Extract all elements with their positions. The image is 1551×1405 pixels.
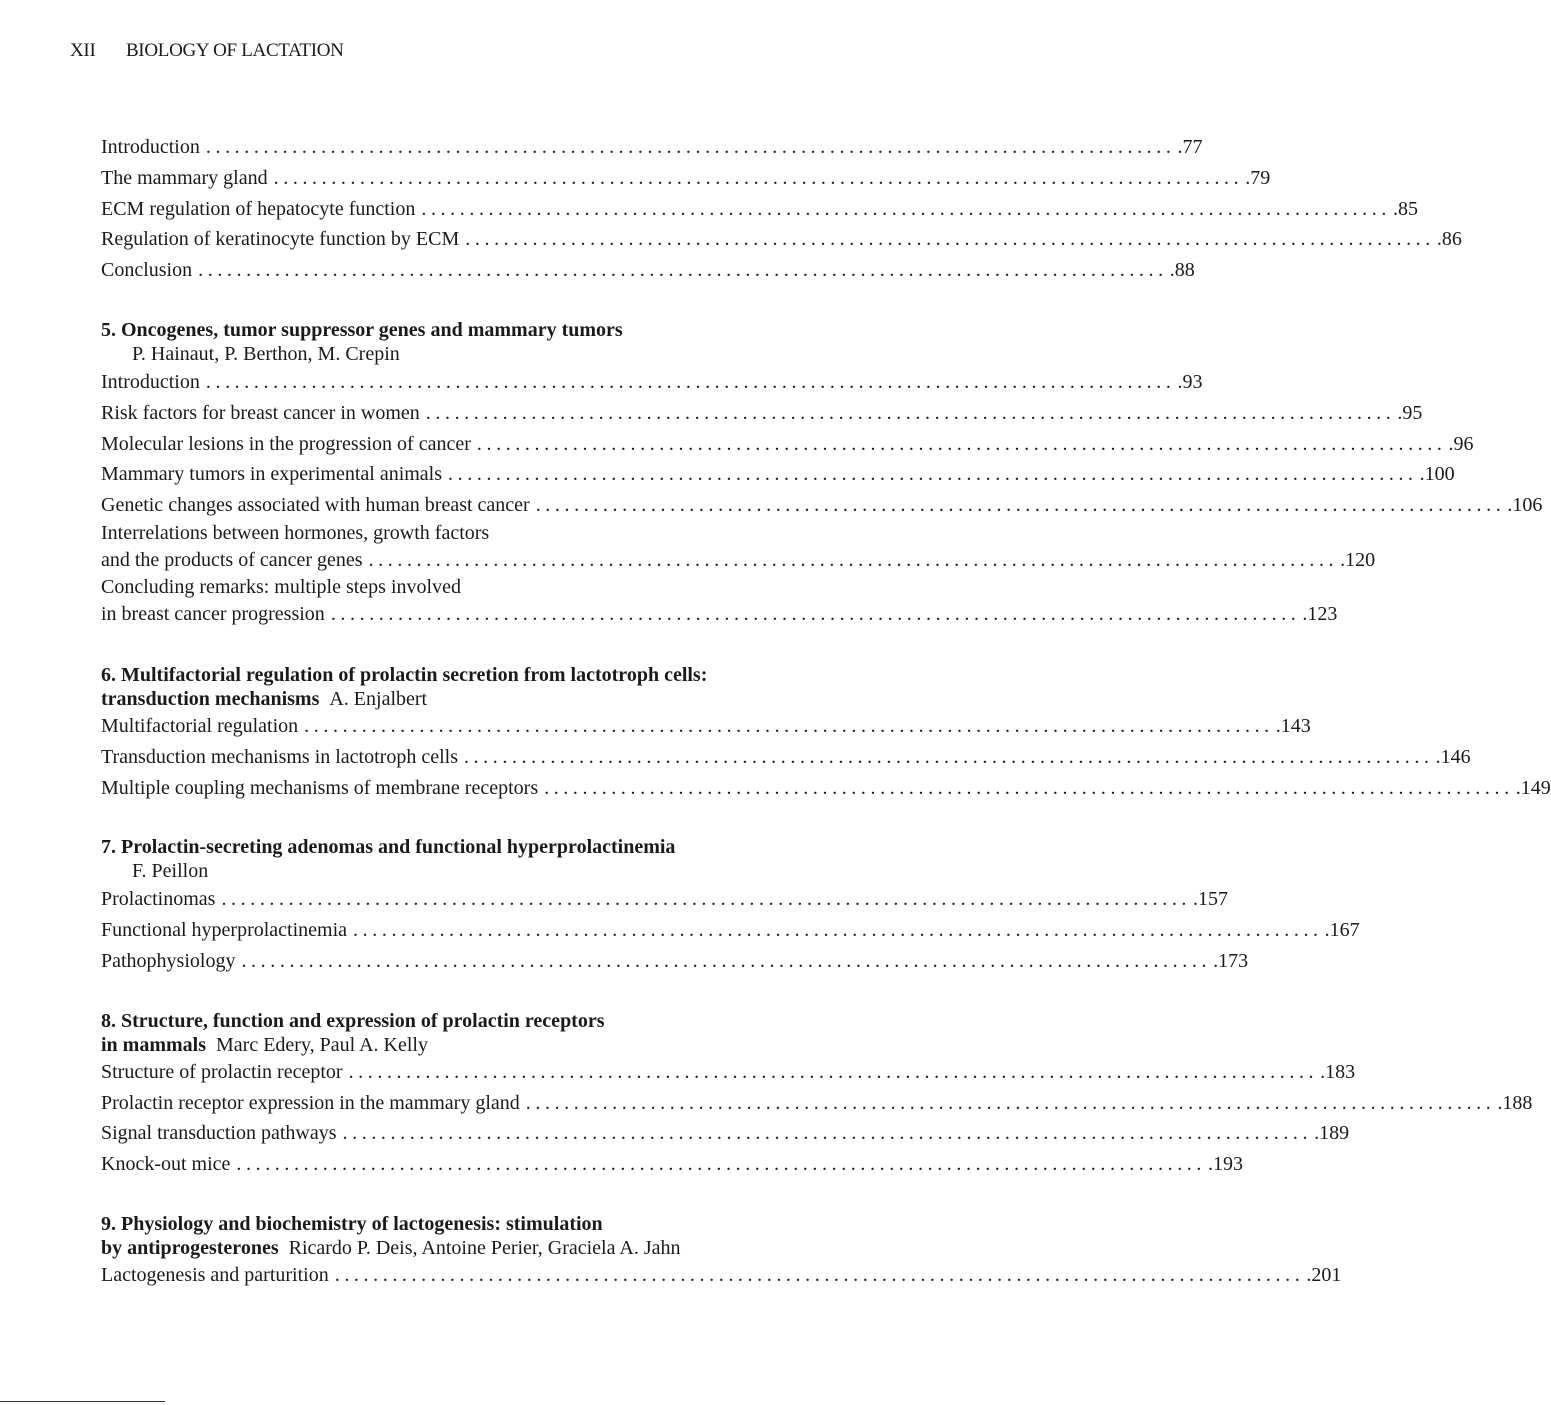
leader-dots: ..................................................................................................... (525, 1091, 1496, 1114)
entry-page: .157 (1193, 888, 1229, 911)
entry-title: Mammary tumors in experimental animals (101, 463, 443, 486)
toc-entry[interactable] (101, 546, 1376, 575)
chapter-title[interactable]: 6. Multifactorial regulation of prolactin secretion from lactotroph cells: (101, 663, 708, 686)
chapter-8 (101, 1009, 1533, 1180)
toc-entry[interactable] (101, 398, 1423, 429)
leader-dots: ..................................................................................................... (205, 370, 1176, 393)
entry-page: .149 (1515, 776, 1551, 799)
entry-title: Prolactin receptor expression in the mammary gland (101, 1091, 520, 1114)
entry-page: .96 (1448, 432, 1474, 455)
entry-page: .167 (1324, 919, 1360, 942)
toc-entry[interactable] (101, 884, 1229, 915)
entry-page: .183 (1320, 1060, 1356, 1083)
running-header (70, 40, 344, 62)
entry-title: Lactogenesis and parturition (101, 1263, 329, 1286)
entry-page: .85 (1392, 197, 1418, 220)
leader-dots: ..................................................................................................... (330, 602, 1301, 625)
entry-title: Functional hyperprolactinemia (101, 919, 348, 942)
leader-dots: ..................................................................................................... (236, 1153, 1207, 1176)
entry-page: .173 (1213, 949, 1249, 972)
running-title: BIOLOGY OF LACTATION (125, 40, 344, 61)
chapter-title-line2: transduction mechanisms (101, 687, 320, 710)
toc-entry[interactable] (101, 1088, 1533, 1119)
entry-title: Risk factors for breast cancer in women (101, 401, 420, 424)
toc-entry[interactable] (101, 773, 1551, 804)
chapter-authors: Ricardo P. Deis, Antoine Perier, Graciela A. Jahn (288, 1236, 681, 1259)
chapter-authors: F. Peillon (132, 860, 209, 883)
toc-entry[interactable] (101, 132, 1203, 163)
leader-dots: ..................................................................................................... (205, 136, 1176, 158)
chapter-title[interactable]: 8. Structure, function and expression of prolactin receptors (101, 1009, 605, 1032)
toc-entry[interactable] (101, 600, 1338, 629)
leader-dots: ..................................................................................................... (348, 1060, 1319, 1083)
entry-page: .193 (1208, 1153, 1244, 1176)
chapter-6 (101, 663, 1551, 803)
toc-entry[interactable] (101, 459, 1455, 490)
entry-page: .143 (1275, 714, 1311, 737)
leader-dots: ..................................................................................................... (535, 494, 1506, 517)
leader-dots: ..................................................................................................... (425, 401, 1396, 424)
entry-title: Prolactinomas (101, 888, 216, 911)
toc-entry[interactable] (101, 429, 1474, 460)
entry-title: Structure of prolactin receptor (101, 1060, 343, 1083)
entry-page: .79 (1245, 166, 1271, 189)
entry-page: .106 (1507, 494, 1543, 517)
entry-title: Conclusion (101, 259, 193, 282)
entry-page: .77 (1177, 136, 1203, 158)
toc-entry[interactable] (101, 163, 1271, 194)
leader-dots: ..................................................................................................... (368, 548, 1339, 571)
leader-dots: ..................................................................................................... (544, 776, 1514, 799)
chapter-9 (101, 1212, 1342, 1291)
leader-dots: ..................................................................................................... (465, 228, 1435, 251)
entry-page: .86 (1436, 228, 1462, 251)
entry-page: .188 (1497, 1091, 1533, 1114)
entry-title: Regulation of keratinocyte function by ECM (101, 228, 460, 251)
entry-title: Knock-out mice (101, 1153, 231, 1176)
toc-entry[interactable] (101, 742, 1471, 773)
leader-dots: ..................................................................................................... (241, 949, 1212, 972)
leader-dots: ..................................................................................................... (198, 259, 1168, 282)
entry-title-line[interactable]: Concluding remarks: multiple steps involved (101, 575, 461, 598)
entry-title: Pathophysiology (101, 949, 236, 972)
entry-title: in breast cancer progression (101, 602, 325, 625)
toc-entry[interactable] (101, 1057, 1356, 1088)
leader-dots: ..................................................................................................... (448, 463, 1418, 486)
toc-section-top (101, 132, 1462, 286)
toc-entry[interactable] (101, 1260, 1342, 1291)
chapter-7 (101, 835, 1360, 976)
footer-rule (0, 1401, 165, 1402)
toc-entry[interactable] (101, 711, 1311, 742)
chapter-title-line2: by antiprogesterones (101, 1236, 279, 1259)
leader-dots: ..................................................................................................... (221, 888, 1192, 911)
toc-entry[interactable] (101, 367, 1203, 398)
toc-entry[interactable] (101, 224, 1462, 255)
leader-dots: ..................................................................................................... (476, 432, 1447, 455)
leader-dots: ..................................................................................................... (342, 1122, 1313, 1145)
toc-entry[interactable] (101, 915, 1360, 946)
entry-page: .123 (1302, 602, 1338, 625)
entry-title: Signal transduction pathways (101, 1122, 337, 1145)
entry-title: Multiple coupling mechanisms of membrane receptors (101, 776, 539, 799)
leader-dots: ..................................................................................................... (353, 919, 1323, 942)
entry-page: .189 (1314, 1122, 1350, 1145)
leader-dots: ..................................................................................................... (421, 197, 1391, 220)
toc-entry[interactable] (101, 255, 1195, 286)
toc-entry[interactable] (101, 946, 1249, 977)
entry-title: ECM regulation of hepatocyte function (101, 197, 416, 220)
chapter-title-cont[interactable] (101, 1033, 839, 1057)
entry-title: Genetic changes associated with human breast cancer (101, 494, 530, 517)
table-of-contents (101, 132, 1551, 1291)
toc-entry[interactable] (101, 194, 1418, 225)
entry-page: .120 (1340, 548, 1376, 571)
chapter-title-line2: in mammals (101, 1033, 206, 1056)
leader-dots: ..................................................................................................... (304, 714, 1274, 737)
toc-entry[interactable] (101, 1149, 1244, 1180)
leader-dots: ..................................................................................................... (273, 166, 1244, 189)
entry-page: .100 (1419, 463, 1455, 486)
chapter-authors: P. Hainaut, P. Berthon, M. Crepin (132, 342, 400, 365)
toc-entry[interactable] (101, 490, 1543, 521)
entry-title: Introduction (101, 136, 200, 158)
entry-page: .88 (1169, 259, 1195, 282)
chapter-5 (101, 318, 1543, 629)
entry-page: .201 (1306, 1263, 1342, 1286)
entry-page: .93 (1177, 370, 1203, 393)
page-number: XII (70, 40, 96, 61)
leader-dots: ..................................................................................................... (334, 1263, 1305, 1286)
chapter-title[interactable]: 9. Physiology and biochemistry of lactogenesis: stimulation (101, 1212, 603, 1235)
entry-title: Transduction mechanisms in lactotroph cells (101, 745, 458, 768)
entry-title: Molecular lesions in the progression of cancer (101, 432, 471, 455)
entry-title: Multifactorial regulation (101, 714, 299, 737)
chapter-title[interactable]: 5. Oncogenes, tumor suppressor genes and mammary tumors (101, 318, 623, 341)
entry-title-line[interactable]: Interrelations between hormones, growth factors (101, 521, 490, 544)
toc-entry[interactable] (101, 1118, 1350, 1149)
leader-dots: ..................................................................................................... (463, 745, 1434, 768)
entry-page: .95 (1397, 401, 1423, 424)
chapter-title-cont[interactable] (101, 1236, 839, 1260)
entry-title: The mammary gland (101, 166, 268, 189)
entry-title: Introduction (101, 370, 200, 393)
chapter-authors: Marc Edery, Paul A. Kelly (216, 1033, 428, 1056)
chapter-title-cont[interactable] (101, 687, 839, 711)
chapter-title[interactable]: 7. Prolactin-secreting adenomas and functional hyperprolactinemia (101, 836, 676, 859)
chapter-authors: A. Enjalbert (329, 687, 428, 710)
entry-title: and the products of cancer genes (101, 548, 363, 571)
entry-page: .146 (1435, 745, 1471, 768)
